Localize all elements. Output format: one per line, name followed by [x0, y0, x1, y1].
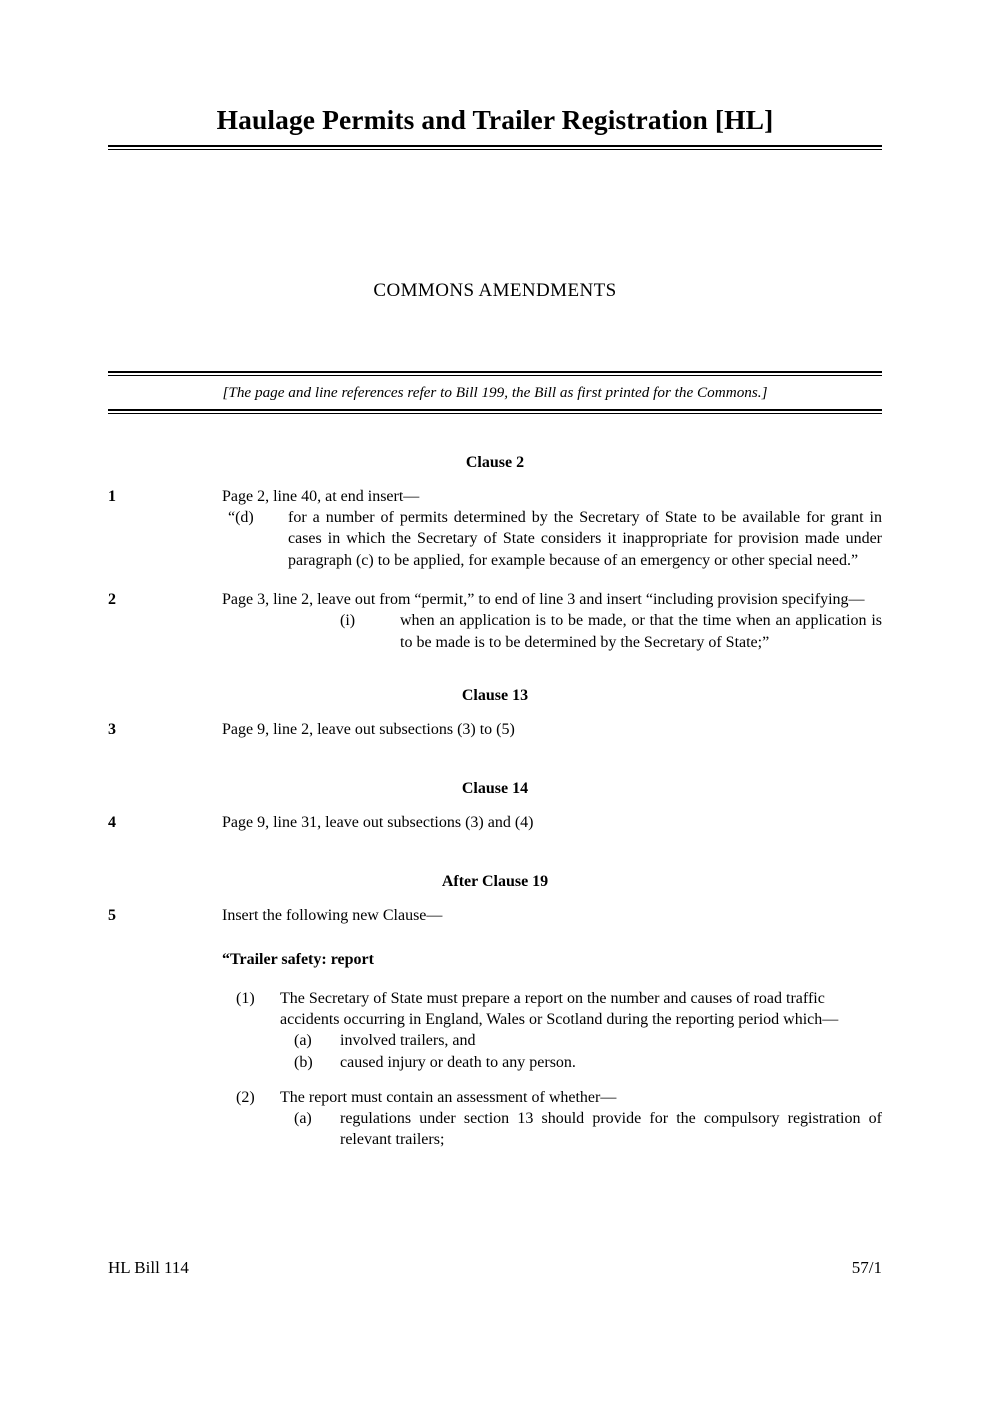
amendment-item — [228, 507, 882, 571]
clause-heading: Clause 14 — [461, 780, 529, 798]
item-text: caused injury or death to any person. — [340, 1053, 576, 1071]
reference-note: [The page and line references refer to Bill 199, the Bill as first printed for the Commons.] — [222, 384, 768, 401]
subsection-marker: (1) — [236, 989, 255, 1007]
amendment-entry — [108, 812, 882, 833]
page-title: Haulage Permits and Trailer Registration [HL] — [216, 104, 774, 135]
amendment-item — [340, 610, 882, 653]
subsection-text: The report must contain an assessment of whether— — [280, 1088, 617, 1106]
footer-page-reference: 57/1 — [851, 1258, 882, 1277]
subsection-item — [294, 1030, 882, 1051]
page-footer — [108, 1258, 882, 1278]
item-marker: (a) — [294, 1110, 312, 1128]
item-text: when an application is to be made, or that the time when an application is to be made is to be determined by the Secretary of State;” — [400, 612, 882, 651]
amendment-lead-text: Page 2, line 40, at end insert— — [222, 487, 420, 505]
amendment-lead-text: Insert the following new Clause— — [222, 907, 443, 925]
item-marker: (a) — [294, 1032, 312, 1050]
amendment-number: 4 — [108, 814, 116, 832]
amendment-entry — [108, 719, 882, 740]
amendment-number: 2 — [108, 591, 116, 608]
item-text: regulations under section 13 should provide for the compulsory registration of relevant trailers; — [340, 1110, 882, 1149]
subsection-item — [294, 1108, 882, 1151]
subsection — [236, 1087, 882, 1108]
amendment-entry — [108, 589, 882, 653]
clause-heading: Clause 2 — [465, 453, 525, 471]
content-column — [108, 0, 882, 1403]
amendment-number: 1 — [108, 487, 116, 505]
amendment-lead-text: Page 9, line 2, leave out subsections (3) to (5) — [222, 720, 515, 738]
item-marker: “(d) — [228, 509, 254, 527]
clause-heading: After Clause 19 — [441, 873, 549, 891]
amendment-number: 5 — [108, 907, 116, 925]
amendment-lead-text: Page 9, line 31, leave out subsections (3) and (4) — [222, 814, 534, 832]
subsection — [236, 988, 882, 1031]
section-heading: COMMONS AMENDMENTS — [373, 279, 617, 301]
item-marker: (i) — [340, 612, 356, 630]
amendment-entry — [108, 486, 882, 571]
subsection-marker: (2) — [236, 1088, 255, 1106]
reference-note-block — [108, 371, 882, 414]
item-text: for a number of permits determined by the Secretary of State to be available for grant in cases in which the Secretary of State considers it inappropriate for provision made under paragraph (c) to be applied, for example because of an emergency or other special need.” — [288, 509, 882, 569]
clause-heading: Clause 13 — [461, 686, 529, 704]
footer-bill-number: HL Bill 114 — [108, 1258, 189, 1277]
amendment-lead-text: Page 3, line 2, leave out from “permit,” to end of line 3 and insert “including provision specifying— — [222, 591, 865, 608]
subsection-item — [294, 1052, 882, 1073]
item-text: involved trailers, and — [340, 1032, 476, 1050]
subsection-text: The Secretary of State must prepare a report on the number and causes of road traffic accidents occurring in England, Wales or Scotland during the reporting period which— — [280, 989, 839, 1029]
amendment-number: 3 — [108, 720, 116, 738]
new-clause-title: “Trailer safety: report — [222, 950, 374, 968]
amendment-entry — [108, 905, 882, 926]
item-marker: (b) — [294, 1053, 313, 1071]
